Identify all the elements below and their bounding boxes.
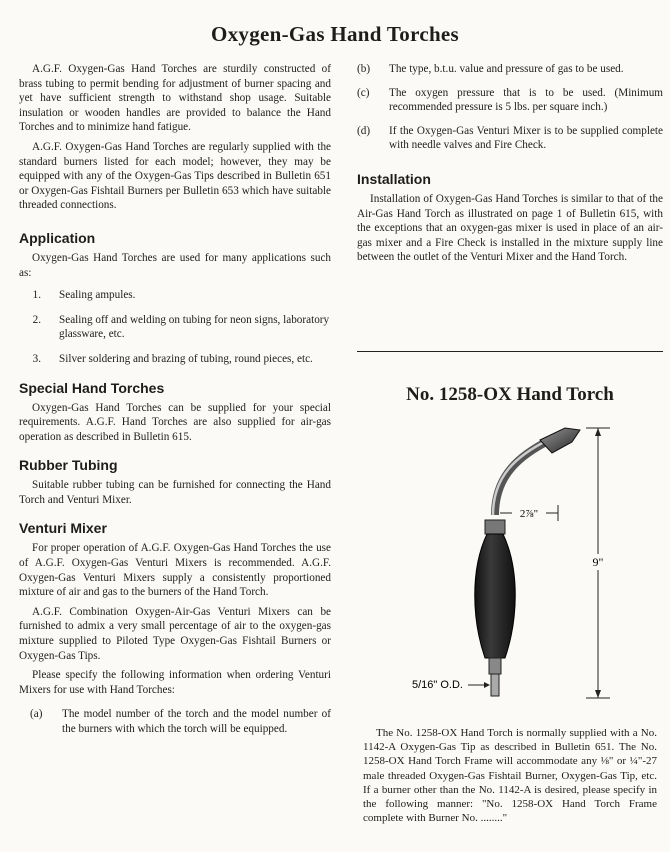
arrow-up-icon (595, 428, 601, 436)
venturi-heading: Venturi Mixer (19, 520, 107, 537)
rubber-section (19, 457, 331, 507)
list-marker: (c) (357, 86, 370, 99)
venturi-paragraph-2: A.G.F. Combination Oxygen-Air-Gas Venturi Mixers can be furnished to admix a very small percentage of air to the oxygen-gas mixture supplied to Piloted Type Oxygen-Gas Fishtail Burners or Oxygen-Gas Tips. (19, 605, 331, 662)
venturi-paragraph-1: For proper operation of A.G.F. Oxygen-Gas Hand Torches the use of A.G.F. Oxygen-Gas Venturi Mixers is recommended. A.G.F. Oxygen-Gas Venturi Mixers supply a consistently proportioned mixture of air and gas to the burners of the Hand Torch. (19, 542, 331, 599)
torch-inlet (489, 658, 501, 674)
model-title: No. 1258-OX Hand Torch (406, 384, 614, 405)
list-marker: 2. (32, 313, 41, 326)
list-marker: (d) (357, 124, 371, 137)
height-label: 9" (592, 555, 604, 569)
list-marker: (a) (30, 708, 43, 721)
torch-hose-nipple (491, 674, 499, 696)
application-heading: Application (19, 229, 96, 246)
list-item-text: If the Oxygen-Gas Venturi Mixer is to be supplied complete with needle valves and Fire Check. (389, 124, 663, 152)
arrow-right-icon (484, 682, 490, 688)
application-text: Oxygen-Gas Hand Torches are used for many applications such as: (19, 251, 331, 279)
venturi-list-left (19, 707, 331, 736)
list-item (19, 288, 331, 303)
left-column (19, 62, 331, 746)
intro-paragraph-2: A.G.F. Oxygen-Gas Hand Torches are regularly supplied with the standard burners listed for each model; however, they may be equipped with any of the Oxygen-Gas Tips described in Bulletin 651 or Oxygen-Gas Fishtail Burners per Bulletin 653 which have suitable threaded connections. (19, 140, 331, 212)
caption-text: The No. 1258-OX Hand Torch is normally supplied with a No. 1142-A Oxygen-Gas Tip as described in Bulletin 651. The No. 1258-OX Hand Torch Frame will accommodate any ⅛" or ¼"-27 male threaded Oxygen-Gas Fishtail Burner, Oxygen-Gas Tip, etc. If a burner other than the No. 1142-A is desired, please specify in the following manner: "No. 1258-OX Hand Torch Frame complete with Burner No. ........" (363, 727, 657, 825)
application-list (19, 288, 331, 366)
list-item (357, 62, 663, 77)
arrow-down-icon (595, 690, 601, 698)
special-text: Oxygen-Gas Hand Torches can be supplied for your special requirements. A.G.F. Hand Torches are also supplied for air-gas operation as described in Bulletin 615. (19, 401, 331, 443)
list-item-text: The type, b.t.u. value and pressure of gas to be used. (389, 63, 624, 75)
list-marker: 3. (32, 352, 41, 365)
model-caption (363, 726, 657, 825)
installation-text: Installation of Oxygen-Gas Hand Torches is similar to that of the Air-Gas Hand Torch as illustrated on page 1 of Bulletin 615, with the exceptions that an oxygen-gas mixer is used in place of an air-gas mixer and a Fire Check is installed in the mixture supply line between the outlet of the Venturi Mixer and the Hand Torch. (357, 192, 663, 264)
list-item (19, 313, 331, 342)
width-label: 2⅞" (519, 508, 539, 520)
list-item (357, 86, 663, 115)
torch-collar (485, 520, 505, 534)
venturi-list-right (357, 62, 663, 153)
application-section (19, 230, 331, 367)
rubber-text: Suitable rubber tubing can be furnished for connecting the Hand Torch and Venturi Mixer. (19, 479, 331, 506)
list-item-text: Sealing off and welding on tubing for neon signs, laboratory glassware, etc. (59, 313, 330, 341)
torch-tip (540, 428, 580, 453)
list-item (19, 352, 331, 367)
list-marker: 1. (32, 289, 41, 302)
list-item (19, 707, 331, 736)
list-item (357, 124, 663, 153)
installation-section (357, 171, 663, 265)
list-item-text: Silver soldering and brazing of tubing, round pieces, etc. (59, 352, 313, 365)
special-heading: Special Hand Torches (19, 379, 165, 396)
venturi-section (19, 520, 331, 736)
intro-paragraph-1: A.G.F. Oxygen-Gas Hand Torches are sturdily constructed of brass tubing to permit bending for adjustment of burner spacing and yet have sufficient strength to withstand shop usage. Suitable insulation or wooden handles are provided to balance the Hand Torches and to minimize hand fatigue. (19, 63, 331, 134)
section-divider (357, 351, 663, 352)
installation-heading: Installation (357, 170, 431, 187)
list-item-text: Sealing ampules. (59, 289, 136, 302)
list-item-text: The oxygen pressure that is to be used. (Minimum recommended pressure is 5 lbs. per square inch.) (389, 86, 663, 114)
hand-torch-illustration (360, 420, 660, 720)
list-marker: (b) (357, 63, 371, 75)
venturi-paragraph-3: Please specify the following information when ordering Venturi Mixers for use with Hand Torches: (19, 669, 331, 696)
list-item-text: The model number of the torch and the model number of the burners with which the torch will be equipped. (62, 708, 331, 735)
page-title: Oxygen-Gas Hand Torches (210, 22, 460, 46)
special-section (19, 380, 331, 445)
od-label: 5/16" O.D. (412, 679, 463, 691)
torch-tube-highlight (493, 440, 548, 515)
torch-handle (475, 534, 516, 658)
right-column (357, 62, 663, 265)
rubber-heading: Rubber Tubing (19, 457, 118, 474)
